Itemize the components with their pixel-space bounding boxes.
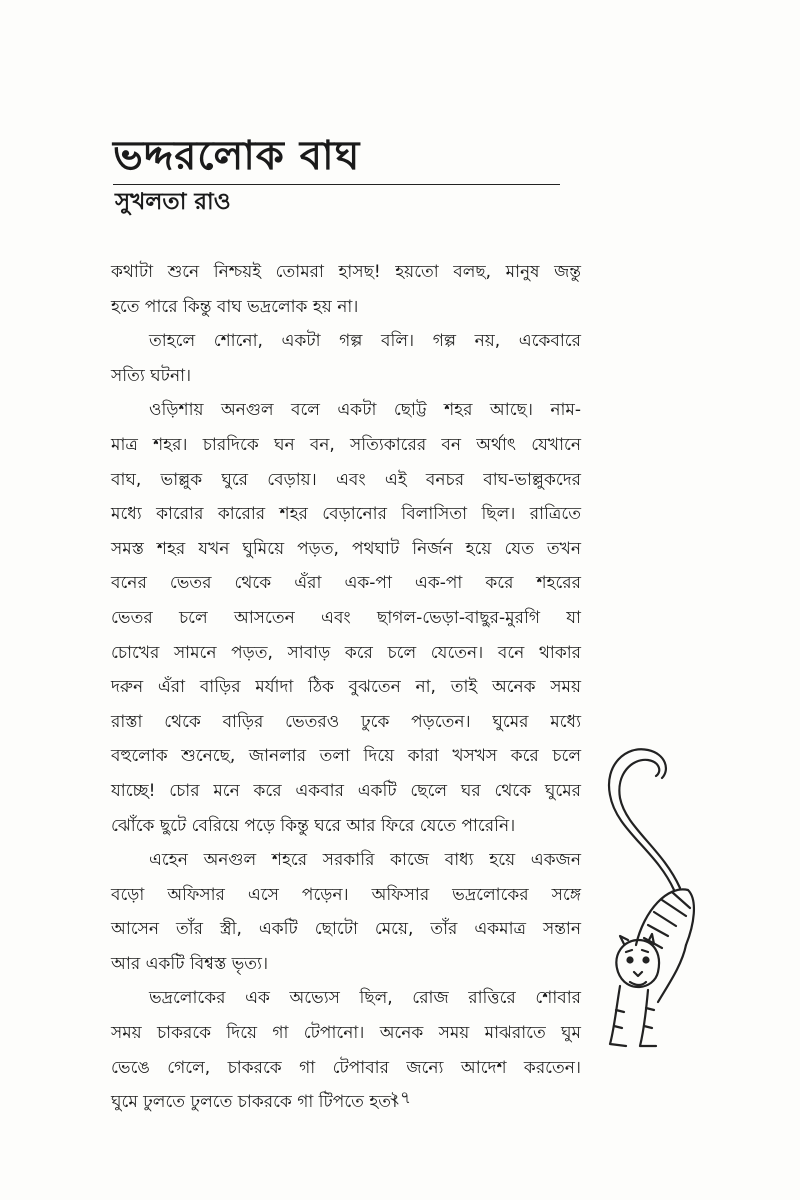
text-line: মধ্যে কারোর কারোর শহর বেড়ানোর বিলাসিতা ছিল। রাত্রিতে	[111, 504, 581, 525]
author-name: সুখলতা রাও	[115, 189, 231, 215]
text-line: মাত্র শহর। চারদিকে ঘন বন, সত্যিকারের বন অর্থাৎ যেখানে	[111, 434, 581, 455]
text-line: বহুলোক শুনেছে, জানলার তলা দিয়ে কারা খসখস করে চলে	[111, 746, 581, 767]
text-line: সমস্ত শহর যখন ঘুমিয়ে পড়ত, পথঘাট নির্জন হয়ে যেত তখন	[111, 538, 581, 559]
text-line: রাস্তা থেকে বাড়ির ভেতরও ঢুকে পড়তেন। ঘুমের মধ্যে	[111, 711, 581, 732]
text-line: ভেতর চলে আসতেন এবং ছাগল-ভেড়া-বাছুর-মুরগি যা	[111, 607, 581, 628]
text-line: এহেন অনগুল শহরে সরকারি কাজে বাধ্য হয়ে একজন	[149, 850, 581, 871]
text-line: ঘুমে ঢুলতে ঢুলতে চাকরকে গা টিপতে হত।	[111, 1092, 398, 1113]
story-body	[111, 255, 581, 1120]
title-divider	[113, 184, 560, 185]
text-line: তাহলে শোনো, একটা গল্প বলি। গল্প নয়, একেবারে	[149, 331, 581, 352]
text-line: হতে পারে কিন্তু বাঘ ভদ্রলোক হয় না।	[111, 296, 359, 317]
text-line: ভদ্রলোকের এক অভ্যেস ছিল, রোজ রাত্তিরে শোবার	[149, 988, 581, 1009]
text-line: আসেন তাঁর স্ত্রী, একটি ছোটো মেয়ে, তাঁর একমাত্র সন্তান	[111, 919, 581, 940]
tiger-illustration	[596, 740, 706, 1060]
page-number: ২৭	[388, 1088, 412, 1108]
text-line: বড়ো অফিসার এসে পড়েন। অফিসার ভদ্রলোকের সঙ্গে	[111, 884, 581, 905]
text-line: ওড়িশায় অনগুল বলে একটা ছোট্ট শহর আছে। নাম-	[149, 400, 581, 421]
story-title: ভদ্দরলোক বাঘ	[113, 133, 361, 179]
text-line: ঝোঁকে ছুটে বেরিয়ে পড়ে কিন্তু ঘরে আর ফিরে যেতে পারেনি।	[111, 815, 516, 836]
text-line: সত্যি ঘটনা।	[111, 365, 192, 386]
text-line: কথাটা শুনে নিশ্চয়ই তোমরা হাসছ! হয়তো বলছ, মানুষ জন্তু	[111, 262, 581, 282]
text-line: দরুন এঁরা বাড়ির মর্যাদা ঠিক বুঝতেন না, তাই অনেক সময়	[111, 677, 581, 698]
text-line: বনের ভেতর থেকে এঁরা এক-পা এক-পা করে শহরের	[111, 573, 581, 594]
text-line: সময় চাকরকে দিয়ে গা টেপানো। অনেক সময় মাঝরাতে ঘুম	[111, 1023, 581, 1044]
text-line: আর একটি বিশ্বস্ত ভৃত্য।	[111, 953, 269, 974]
text-line: বাঘ, ভাল্লুক ঘুরে বেড়ায়। এবং এই বনচর বাঘ-ভাল্লুকদের	[111, 469, 581, 490]
text-line: ভেঙে গেলে, চাকরকে গা টেপাবার জন্যে আদেশ করতেন।	[111, 1057, 581, 1078]
text-line: যাচ্ছে! চোর মনে করে একবার একটি ছেলে ঘর থেকে ঘুমের	[111, 780, 581, 801]
text-line: চোখের সামনে পড়ত, সাবাড় করে চলে যেতেন। বনে থাকার	[111, 642, 581, 663]
